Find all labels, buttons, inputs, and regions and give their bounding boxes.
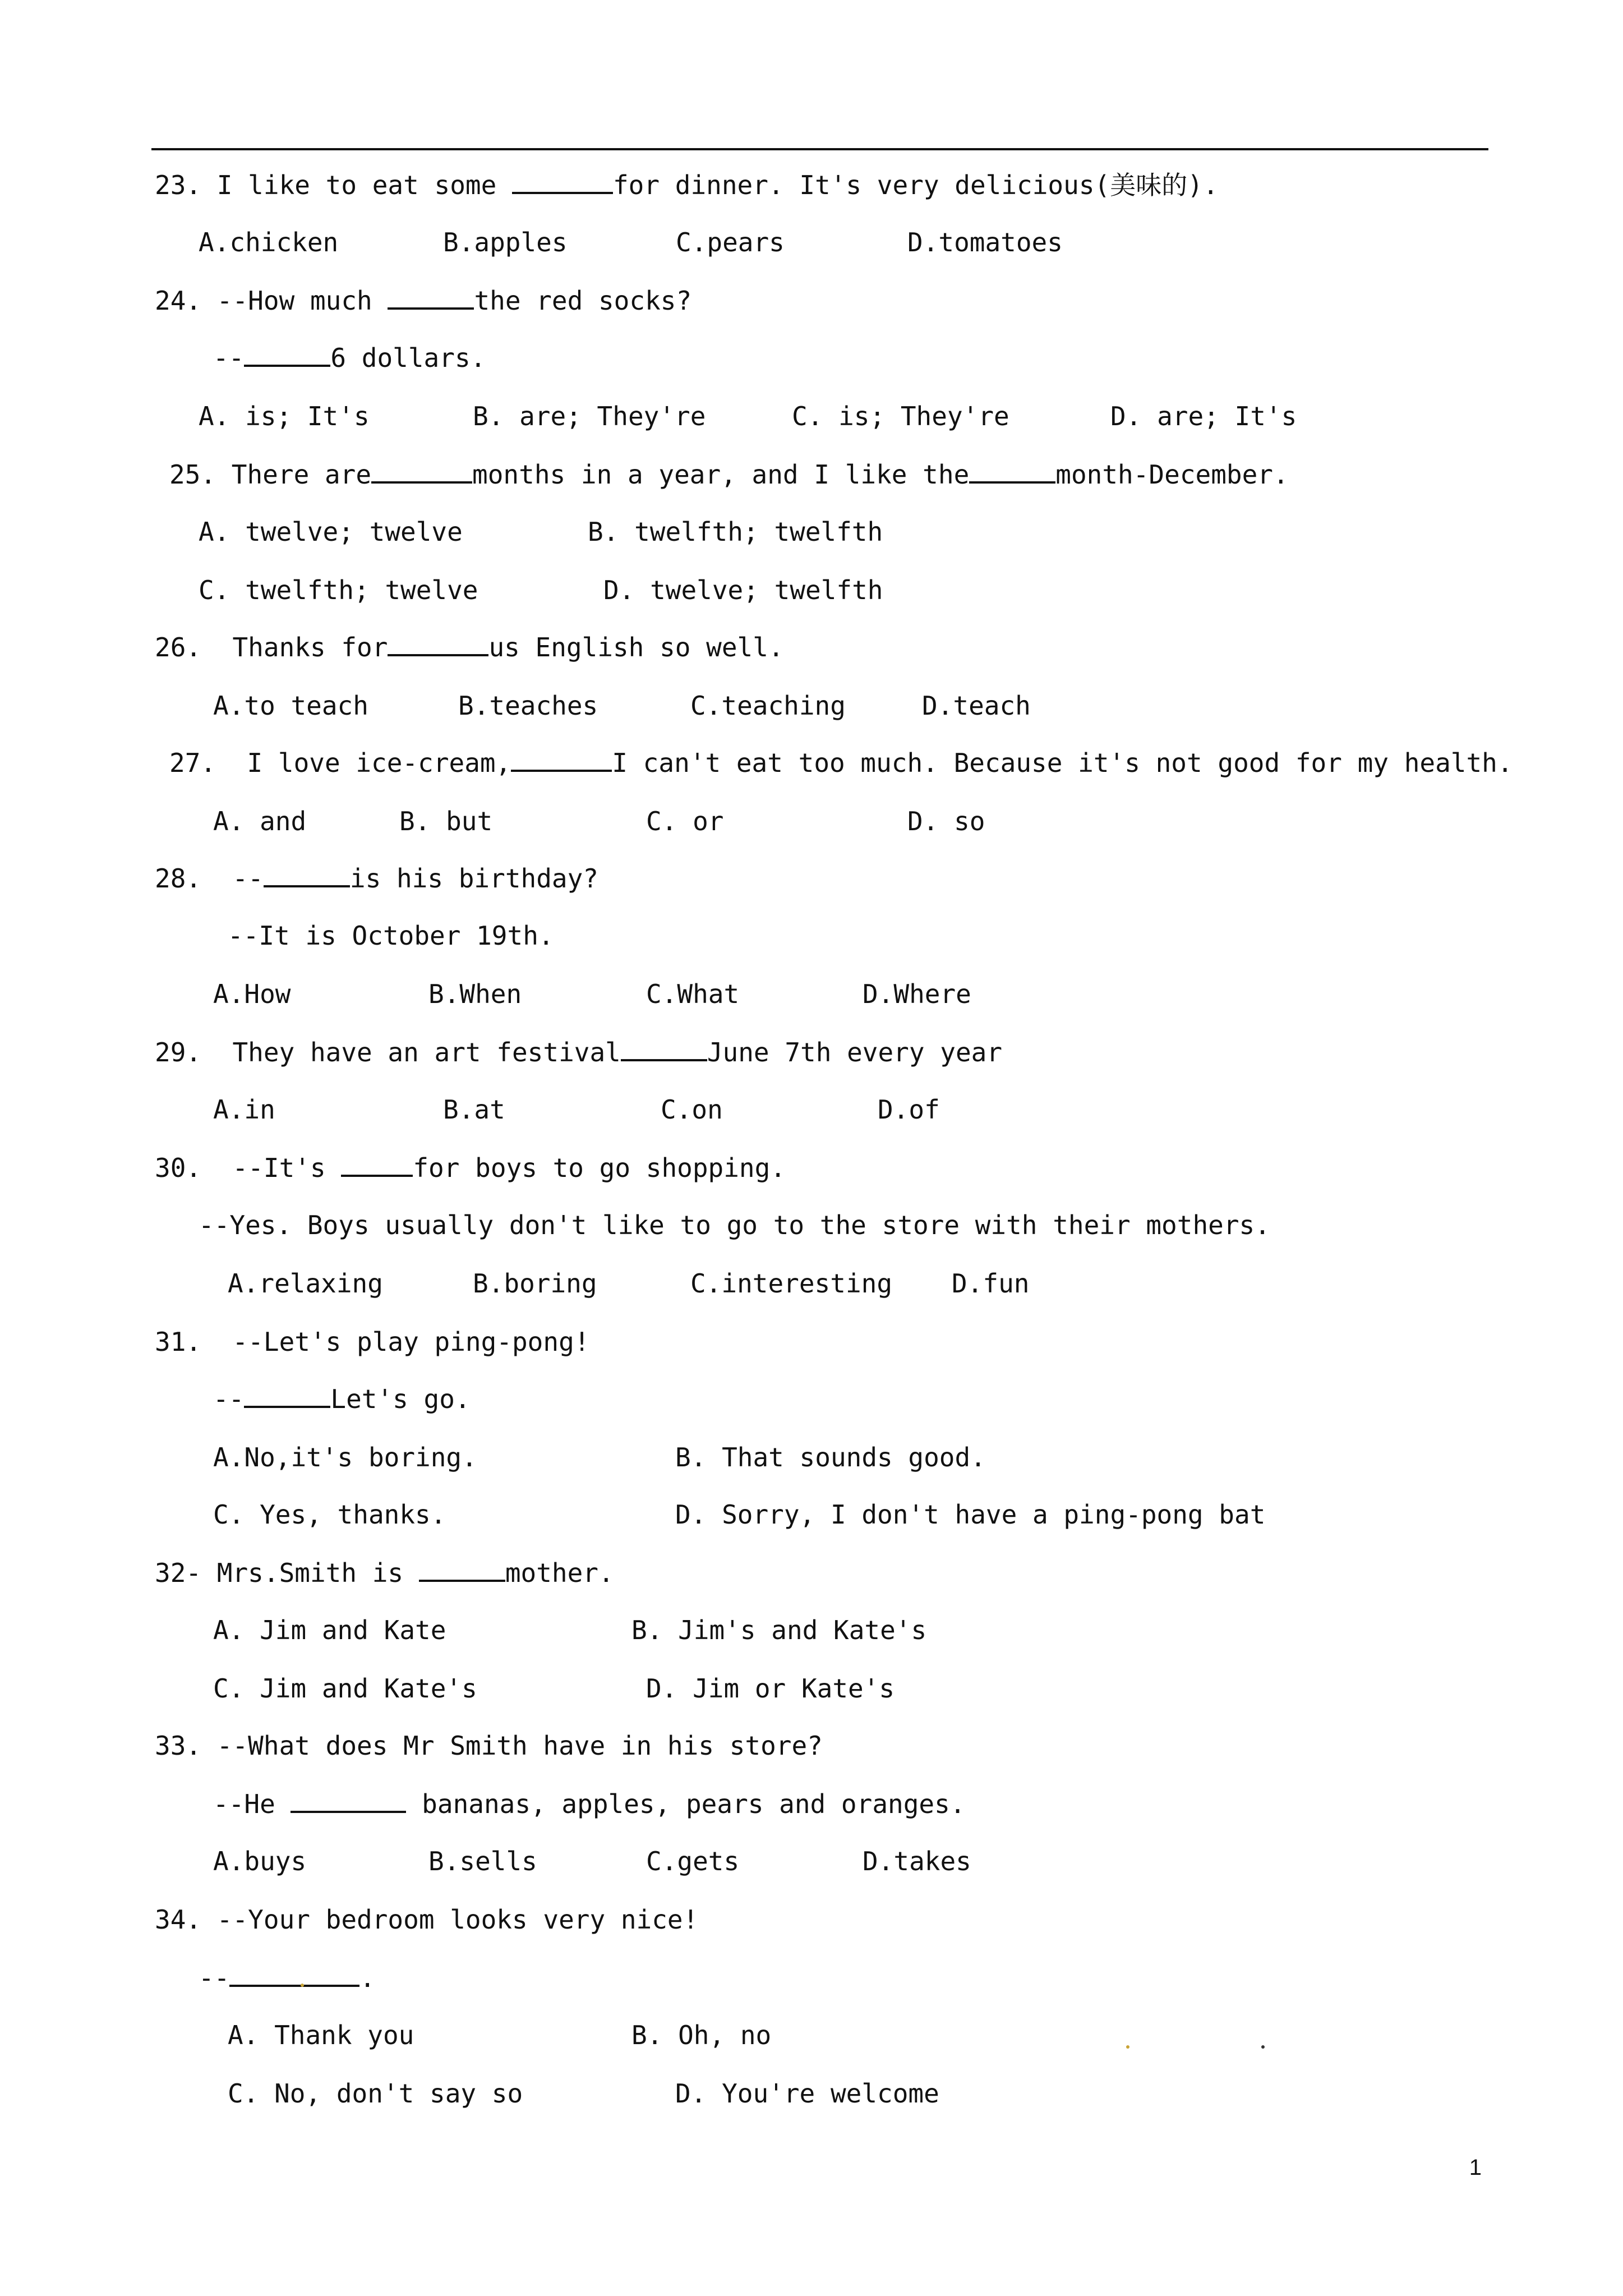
- option: A. Jim and Kate: [213, 1615, 446, 1645]
- answer-blank: [969, 459, 1055, 484]
- question-33-line2: --He bananas, apples, pears and oranges.: [213, 1789, 966, 1819]
- answer-blank: [244, 1383, 330, 1408]
- question-31-line2: -- Let's go.: [213, 1384, 471, 1414]
- question-28-line2: --It is October 19th.: [228, 921, 554, 951]
- stray-mark: [301, 1984, 304, 1987]
- option: D.of: [878, 1094, 940, 1125]
- option: A.How: [213, 979, 291, 1009]
- stray-mark: [1261, 2045, 1265, 2049]
- answer-blank: [388, 632, 488, 656]
- question-31: 31. --Let's play ping-pong!: [155, 1327, 590, 1357]
- question-33: 33. --What does Mr Smith have in his store?: [155, 1731, 823, 1761]
- answer-blank: [419, 1557, 505, 1582]
- option: A. is; It's: [199, 401, 370, 431]
- question-34-line2: -- .: [199, 1963, 376, 1993]
- option: A.relaxing: [228, 1268, 383, 1299]
- option: D. twelve; twelfth: [603, 575, 883, 605]
- option: A. Thank you: [228, 2020, 414, 2050]
- question-23: 23. I like to eat some for dinner. It's very delicious(美味的).: [155, 170, 1219, 200]
- question-30: 30. --It's for boys to go shopping.: [155, 1153, 786, 1183]
- answer-blank: [229, 1962, 359, 1987]
- option: C.on: [661, 1094, 723, 1125]
- option: D.Where: [863, 979, 971, 1009]
- option: D. Sorry, I don't have a ping-pong bat: [675, 1499, 1266, 1530]
- option: B.When: [428, 979, 522, 1009]
- option: D. so: [907, 806, 985, 836]
- question-24-line2: -- 6 dollars.: [213, 343, 486, 373]
- option: C.interesting: [690, 1268, 893, 1299]
- option: B. twelfth; twelfth: [588, 517, 883, 547]
- question-29: 29. They have an art festival June 7th every year: [155, 1037, 1003, 1068]
- option: C. or: [646, 806, 724, 836]
- option: B. Jim's and Kate's: [631, 1615, 927, 1645]
- answer-blank: [512, 169, 613, 194]
- option: B. are; They're: [473, 401, 706, 431]
- option: C. No, don't say so: [228, 2078, 523, 2109]
- question-34: 34. --Your bedroom looks very nice!: [155, 1904, 699, 1935]
- option: A.chicken: [199, 227, 339, 257]
- option: C.What: [646, 979, 740, 1009]
- option: C. is; They're: [792, 401, 1009, 431]
- option: C. Yes, thanks.: [213, 1499, 446, 1530]
- question-28: 28. -- is his birthday?: [155, 863, 598, 894]
- answer-blank: [341, 1152, 413, 1177]
- option: A. twelve; twelve: [199, 517, 463, 547]
- option: C.teaching: [690, 691, 846, 721]
- page-number: 1: [1469, 2155, 1482, 2180]
- option: C. twelfth; twelve: [199, 575, 478, 605]
- option: B.boring: [473, 1268, 597, 1299]
- option: B. but: [399, 806, 493, 836]
- option: D.tomatoes: [907, 227, 1063, 257]
- question-25: 25. There are months in a year, and I like the month-December.: [169, 459, 1289, 490]
- option: D.takes: [863, 1846, 971, 1876]
- option: B. Oh, no: [631, 2020, 772, 2050]
- question-32: 32- Mrs.Smith is mother.: [155, 1558, 614, 1588]
- option: A.in: [213, 1094, 275, 1125]
- option: D. Jim or Kate's: [646, 1673, 895, 1704]
- option: A.to teach: [213, 691, 368, 721]
- option: D. You're welcome: [675, 2078, 939, 2109]
- answer-blank: [264, 863, 350, 887]
- answer-blank: [244, 342, 330, 367]
- question-30-line2: --Yes. Boys usually don't like to go to the store with their mothers.: [199, 1210, 1270, 1240]
- option: B.apples: [443, 227, 568, 257]
- header-rule: [151, 148, 1488, 150]
- option: C.pears: [676, 227, 785, 257]
- question-24: 24. --How much the red socks?: [155, 286, 692, 316]
- option: A. and: [213, 806, 307, 836]
- option: D.fun: [952, 1268, 1030, 1299]
- option: D. are; It's: [1110, 401, 1297, 431]
- stray-mark: [1126, 2045, 1129, 2049]
- option: C. Jim and Kate's: [213, 1673, 477, 1704]
- question-27: 27. I love ice-cream, I can't eat too much. Because it's not good for my health.: [169, 748, 1513, 778]
- answer-blank: [621, 1037, 707, 1061]
- option: A.buys: [213, 1846, 307, 1876]
- question-26: 26. Thanks for us English so well.: [155, 632, 784, 662]
- answer-blank: [388, 285, 474, 310]
- answer-blank: [511, 747, 612, 772]
- answer-blank: [291, 1788, 406, 1813]
- option: B.sells: [428, 1846, 537, 1876]
- option: B.at: [443, 1094, 505, 1125]
- option: C.gets: [646, 1846, 740, 1876]
- option: D.teach: [922, 691, 1031, 721]
- option: B.teaches: [458, 691, 598, 721]
- option: A.No,it's boring.: [213, 1442, 477, 1473]
- option: B. That sounds good.: [675, 1442, 986, 1473]
- answer-blank: [371, 459, 472, 484]
